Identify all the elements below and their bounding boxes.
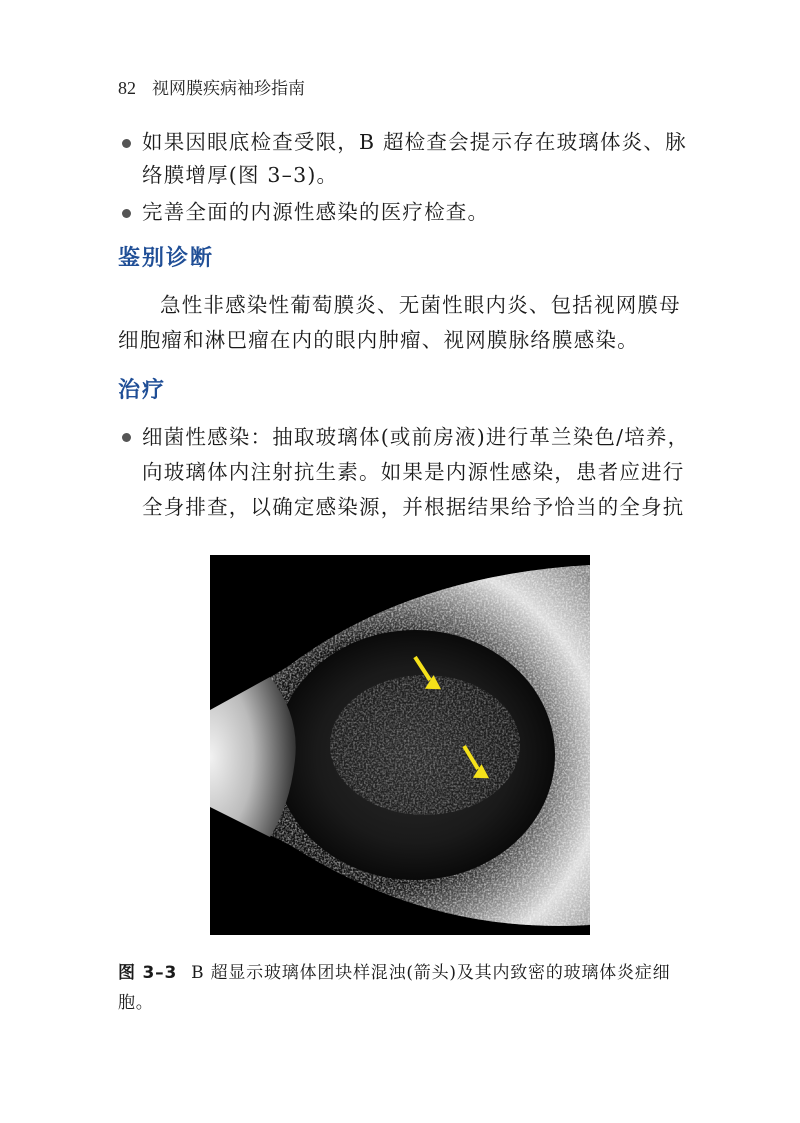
- page-number: 82: [118, 78, 136, 98]
- differential-heading: 鉴别诊断: [118, 246, 215, 271]
- list-item: [118, 420, 698, 525]
- bullet-text: 细菌性感染：抽取玻璃体(或前房液)进行革兰染色/培养，向玻璃体内注射抗生素。如果是内源性感染，患者应进行全身排查，以确定感染源，并根据结果给予恰当的全身抗: [142, 425, 690, 519]
- bullet-text: 完善全面的内源性感染的医疗检查。: [142, 200, 490, 224]
- book-title: 视网膜疾病袖珍指南: [152, 79, 305, 99]
- ultrasound-image: [210, 555, 590, 935]
- bullet-dot-icon: [118, 420, 142, 525]
- bullet-text: 如果因眼底检查受限，B 超检查会提示存在玻璃体炎、脉络膜增厚(图 3–3)。: [142, 130, 687, 187]
- bullet-dot-icon: [118, 196, 142, 229]
- treatment-heading: 治疗: [118, 378, 167, 403]
- treatment-bullet-list: [118, 420, 698, 529]
- list-item: [118, 126, 698, 192]
- caption-text: B 超显示玻璃体团块样混浊(箭头)及其内致密的玻璃体炎症细胞。: [118, 963, 671, 1013]
- running-header: [118, 74, 305, 99]
- figure-caption: [118, 958, 698, 1018]
- bullet-dot-icon: [118, 126, 142, 192]
- intro-bullet-list: [118, 126, 698, 233]
- list-item: [118, 196, 698, 229]
- b-scan-svg: [210, 555, 590, 935]
- differential-paragraph: 急性非感染性葡萄膜炎、无菌性眼内炎、包括视网膜母细胞瘤和淋巴瘤在内的眼内肿瘤、视网膜脉络膜感染。: [118, 293, 681, 352]
- caption-label: 图 3–3: [118, 963, 178, 983]
